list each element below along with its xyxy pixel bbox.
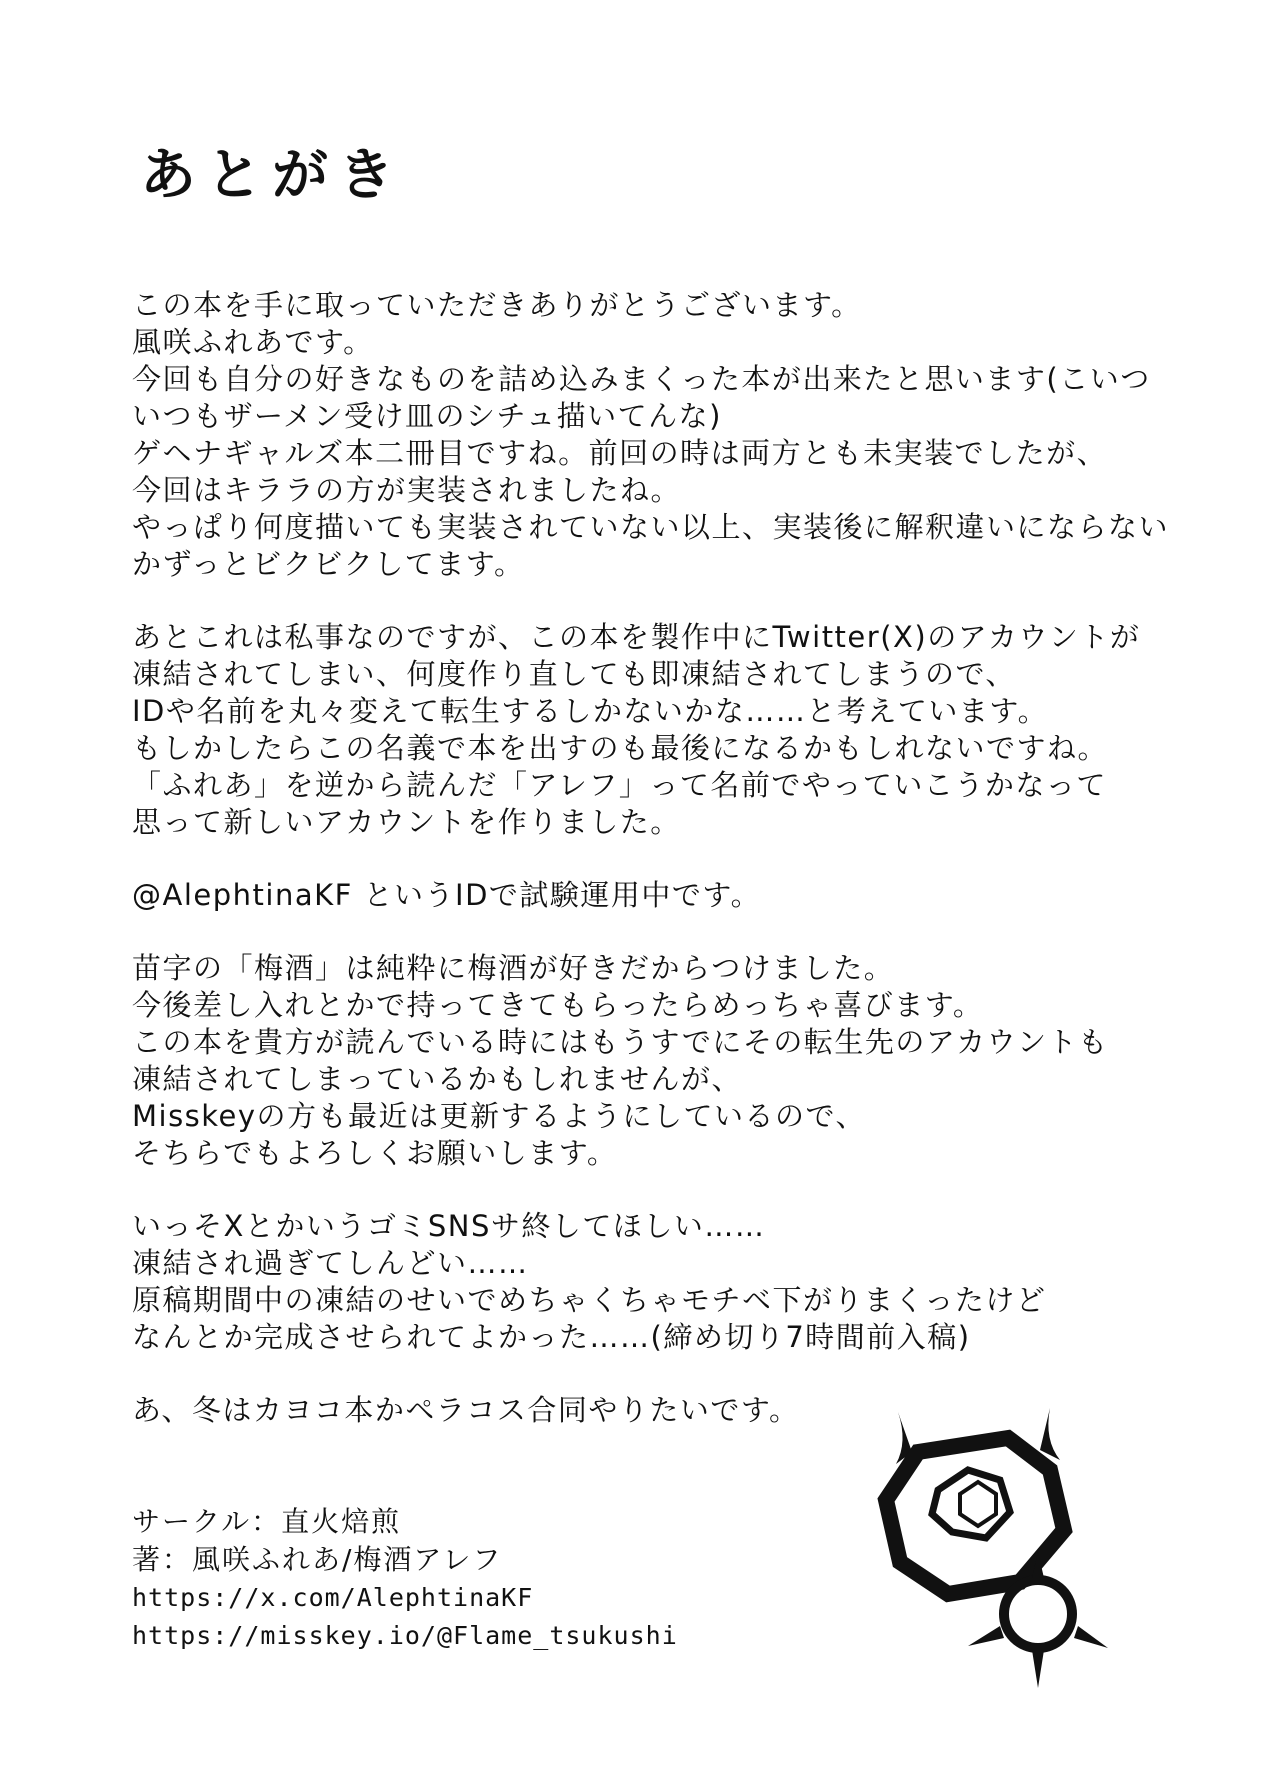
author-name: 著：風咲ふれあ/梅酒アレフ	[132, 1543, 503, 1576]
text-line: 思って新しいアカウントを作りました。	[132, 805, 681, 839]
circle-name: サークル：直火焙煎	[132, 1505, 402, 1538]
text-line: Misskeyの方も最近は更新するようにしているので、	[132, 1099, 866, 1133]
text-line: やっぱり何度描いても実装されていない以上、実装後に解釈違いにならない	[132, 510, 1170, 544]
spiked-ring-icon	[968, 1552, 1108, 1688]
page-title: あとがき	[140, 143, 404, 208]
text-line: 風咲ふれあです。	[132, 325, 374, 359]
text-line: いっそXとかいうゴミSNSサ終してほしい……	[132, 1209, 766, 1243]
text-line: あとこれは私事なのですが、この本を製作中にTwitter(X)のアカウントが	[132, 620, 1141, 654]
text-line: ゲヘナギャルズ本二冊目ですね。前回の時は両方とも未実装でしたが、	[132, 436, 1108, 470]
text-line: 原稿期間中の凍結のせいでめちゃくちゃモチベ下がりまくったけど	[132, 1283, 1047, 1317]
circle-emblem-icon	[868, 1402, 1128, 1692]
text-line: そちらでもよろしくお願いします。	[132, 1136, 618, 1170]
misskey-url-link[interactable]: https://misskey.io/@Flame_tsukushi	[132, 1621, 678, 1650]
paragraph-complaint	[132, 1208, 1172, 1356]
text-line: 凍結されてしまい、何度作り直しても即凍結されてしまうので、	[132, 657, 1016, 691]
text-line: @AlephtinaKF というIDで試験運用中です。	[132, 878, 762, 912]
text-line: 今後差し入れとかで持ってきてもらったらめっちゃ喜びます。	[132, 988, 984, 1022]
text-line: なんとか完成させられてよかった……(締め切り7時間前入稿)	[132, 1320, 971, 1354]
text-line: この本を貴方が読んでいる時にはもうすでにその転生先のアカウントも	[132, 1025, 1109, 1059]
text-line: もしかしたらこの名義で本を出すのも最後になるかもしれないですね。	[132, 731, 1109, 765]
text-line: 凍結されてしまっているかもしれませんが、	[132, 1062, 743, 1096]
text-line: かずっとビクビクしてます。	[132, 547, 525, 581]
text-line: 今回はキララの方が実装されましたね。	[132, 473, 682, 507]
text-line: いつもザーメン受け皿のシチュ描いてんな)	[132, 399, 722, 433]
x-url-link[interactable]: https://x.com/AlephtinaKF	[132, 1583, 534, 1612]
text-line: 苗字の「梅酒」は純粋に梅酒が好きだからつけました。	[132, 951, 895, 985]
credits-block	[132, 1503, 678, 1655]
text-line: 凍結され過ぎてしんどい……	[132, 1246, 529, 1280]
afterword-body	[132, 287, 1172, 1465]
text-line: この本を手に取っていただきありがとうございます。	[132, 288, 862, 322]
paragraph-thanks	[132, 287, 1172, 583]
paragraph-surname	[132, 950, 1172, 1172]
text-line: 「ふれあ」を逆から読んだ「アレフ」って名前でやっていこうかなって	[132, 768, 1107, 802]
text-line: IDや名前を丸々変えて転生するしかないかな……と考えています。	[132, 694, 1049, 728]
text-line: 今回も自分の好きなものを詰め込みまくった本が出来たと思います(こいつ	[132, 362, 1151, 396]
text-line: あ、冬はカヨコ本かペラコス合同やりたいです。	[132, 1393, 800, 1427]
paragraph-id	[132, 877, 1172, 914]
paragraph-account	[132, 619, 1172, 841]
